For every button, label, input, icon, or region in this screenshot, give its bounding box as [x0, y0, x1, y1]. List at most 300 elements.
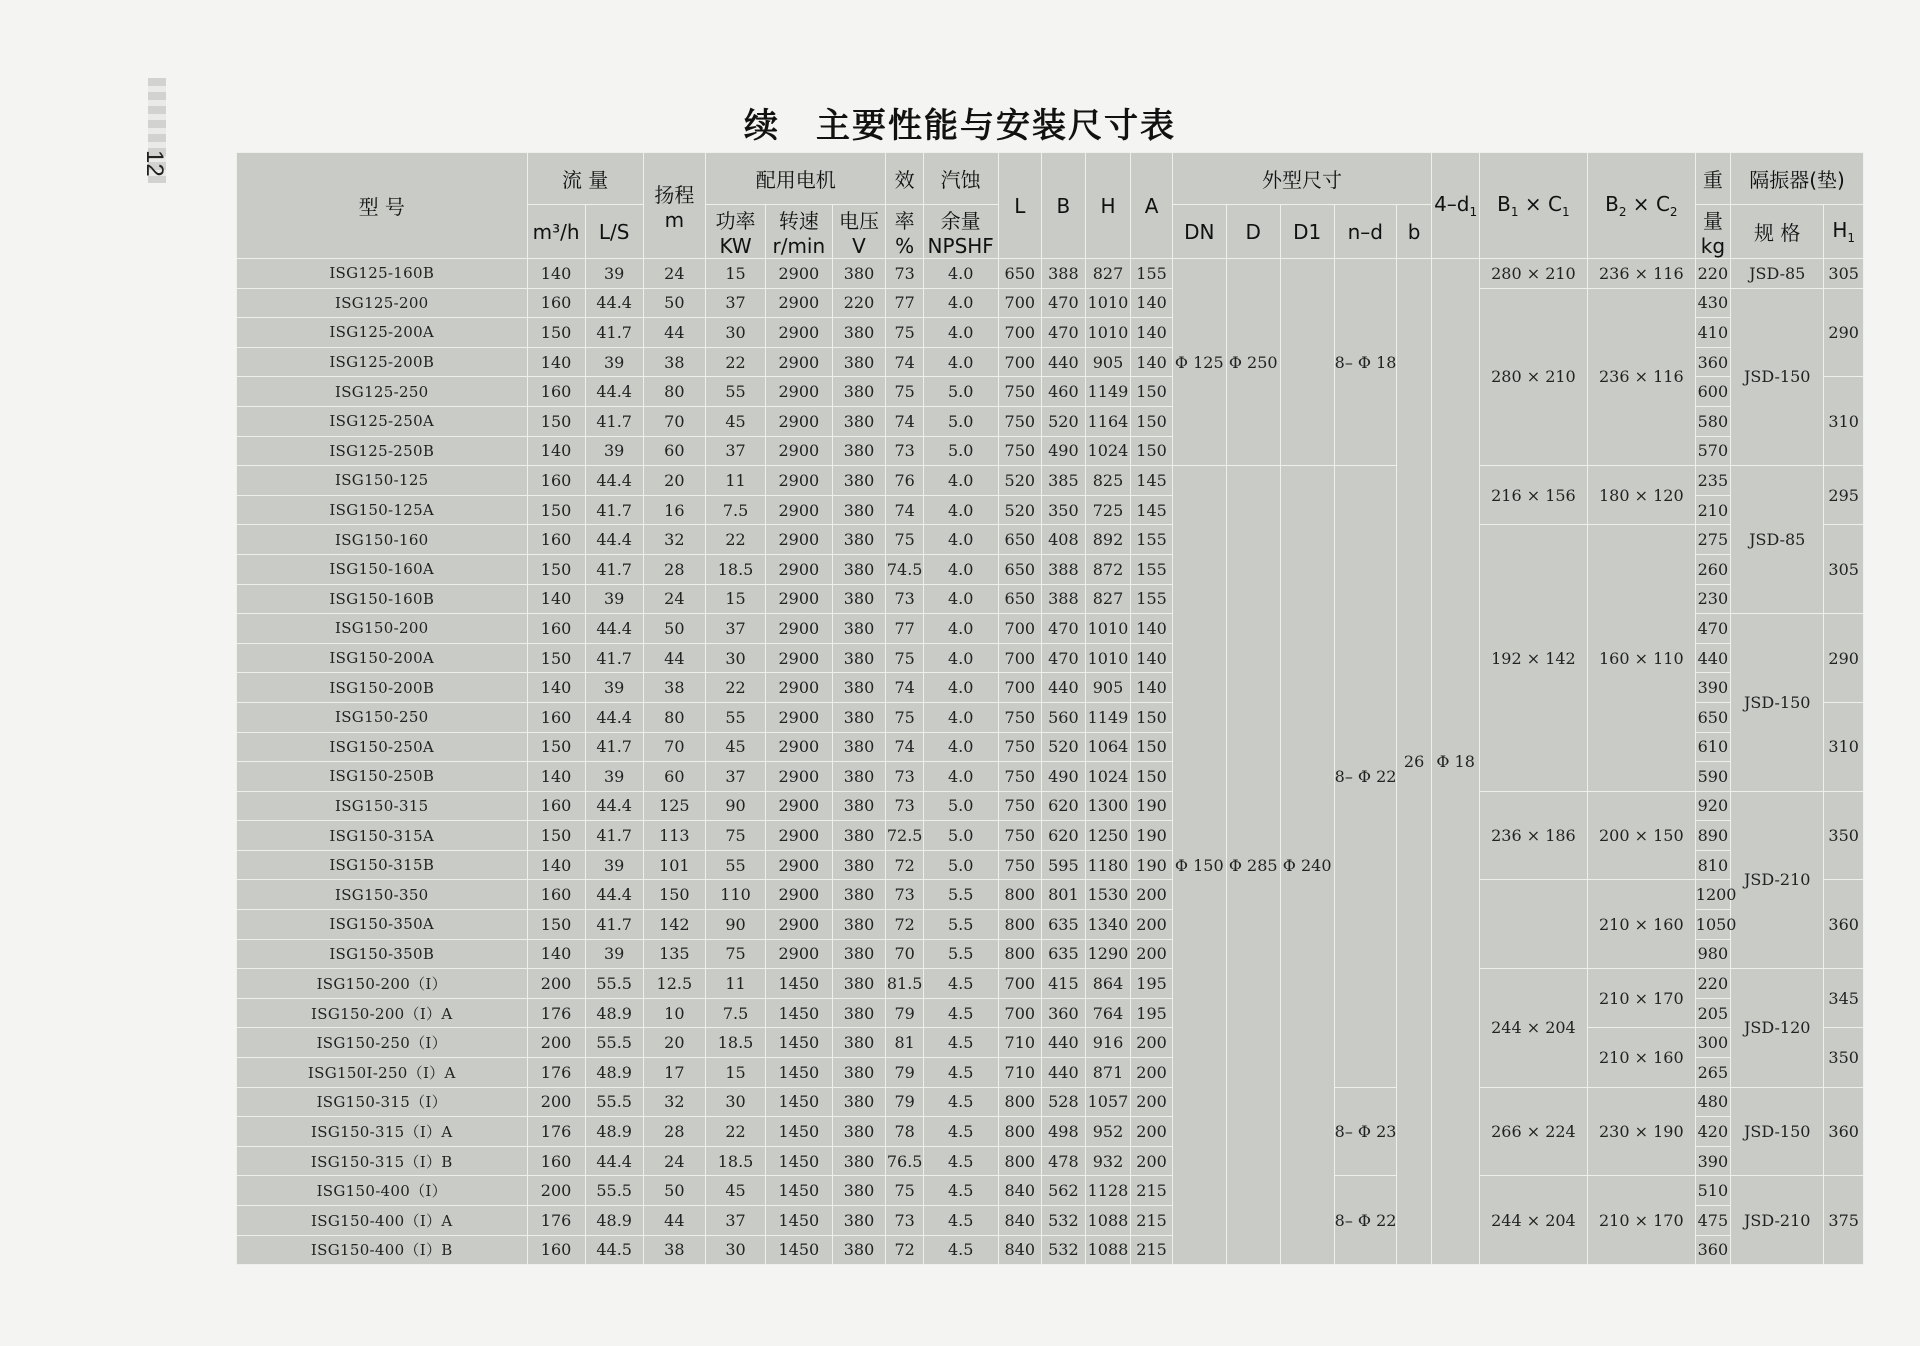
cell-ls: 41.7	[585, 732, 643, 762]
cell-L: 520	[998, 495, 1042, 525]
cell-v: 380	[832, 436, 886, 466]
cell-H: 1180	[1085, 850, 1131, 880]
cell-ls: 44.4	[585, 377, 643, 407]
col-isolator: 隔振器(垫)	[1731, 153, 1864, 205]
cell-H: 1300	[1085, 791, 1131, 821]
cell-rpm: 2900	[766, 702, 832, 732]
cell-L: 700	[998, 643, 1042, 673]
cell-kw: 18.5	[705, 554, 765, 584]
cell-L: 710	[998, 1058, 1042, 1088]
cell-A: 200	[1131, 1117, 1173, 1147]
cell-m3h: 150	[527, 643, 585, 673]
cell-H: 1149	[1085, 702, 1131, 732]
cell-model: ISG150-400（I）	[237, 1176, 528, 1206]
cell-B: 490	[1042, 436, 1086, 466]
cell-model: ISG125-250	[237, 377, 528, 407]
cell-spec: JSD-120	[1731, 969, 1824, 1087]
col-A: A	[1131, 153, 1173, 259]
cell-kw: 37	[705, 614, 765, 644]
cell-rpm: 1450	[766, 998, 832, 1028]
cell-eff: 72.5	[886, 821, 923, 851]
cell-kw: 11	[705, 466, 765, 496]
cell-npsh: 5.0	[923, 850, 998, 880]
cell-H: 864	[1085, 969, 1131, 999]
cell-L: 650	[998, 584, 1042, 614]
cell-A: 200	[1131, 1028, 1173, 1058]
cell-eff: 74	[886, 673, 923, 703]
cell-v: 380	[832, 1176, 886, 1206]
cell-H: 1164	[1085, 406, 1131, 436]
cell-DN: Φ 125	[1172, 259, 1226, 466]
cell-A: 200	[1131, 1146, 1173, 1176]
cell-eff: 74	[886, 347, 923, 377]
cell-v: 380	[832, 762, 886, 792]
cell-ls: 55.5	[585, 1028, 643, 1058]
cell-spec: JSD-210	[1731, 1176, 1824, 1265]
cell-rpm: 2900	[766, 821, 832, 851]
cell-head: 24	[643, 259, 705, 289]
table-row	[237, 1028, 1864, 1058]
cell-spec: JSD-85	[1731, 466, 1824, 614]
cell-rpm: 1450	[766, 1087, 832, 1117]
cell-kw: 55	[705, 377, 765, 407]
cell-L: 700	[998, 347, 1042, 377]
cell-nd: 8– Φ 23	[1334, 1087, 1396, 1176]
cell-A: 150	[1131, 436, 1173, 466]
cell-kw: 45	[705, 732, 765, 762]
col-outer: 外型尺寸	[1172, 153, 1431, 205]
cell-B: 620	[1042, 821, 1086, 851]
cell-m3h: 140	[527, 850, 585, 880]
cell-model: ISG150-350	[237, 880, 528, 910]
cell-kg: 420	[1695, 1117, 1730, 1147]
cell-ls: 48.9	[585, 998, 643, 1028]
cell-npsh: 4.5	[923, 1206, 998, 1236]
cell-h1: 310	[1824, 377, 1864, 466]
cell-kg: 260	[1695, 554, 1730, 584]
cell-A: 200	[1131, 880, 1173, 910]
cell-v: 380	[832, 259, 886, 289]
performance-table	[236, 152, 1864, 1265]
cell-A: 200	[1131, 1087, 1173, 1117]
cell-eff: 79	[886, 998, 923, 1028]
cell-m3h: 140	[527, 762, 585, 792]
cell-ls: 44.4	[585, 880, 643, 910]
cell-nd: 8– Φ 22	[1334, 1176, 1396, 1265]
cell-m3h: 200	[527, 1087, 585, 1117]
cell-L: 800	[998, 880, 1042, 910]
cell-eff: 74	[886, 406, 923, 436]
cell-m3h: 176	[527, 1206, 585, 1236]
cell-b1c1: 280 × 210	[1479, 259, 1587, 289]
cell-H: 872	[1085, 554, 1131, 584]
cell-kg: 570	[1695, 436, 1730, 466]
cell-A: 200	[1131, 1058, 1173, 1088]
cell-ls: 39	[585, 850, 643, 880]
col-D: D	[1226, 205, 1280, 259]
cell-head: 20	[643, 466, 705, 496]
cell-kg: 610	[1695, 732, 1730, 762]
cell-v: 380	[832, 466, 886, 496]
cell-nd: 8– Φ 22	[1334, 466, 1396, 1087]
cell-A: 150	[1131, 762, 1173, 792]
cell-b2c2: 230 × 190	[1587, 1087, 1695, 1176]
cell-L: 700	[998, 288, 1042, 318]
table-row	[237, 288, 1864, 318]
col-eff	[886, 205, 923, 259]
cell-H: 952	[1085, 1117, 1131, 1147]
cell-ls: 41.7	[585, 910, 643, 940]
cell-m3h: 176	[527, 1058, 585, 1088]
cell-rpm: 2900	[766, 466, 832, 496]
cell-kw: 37	[705, 436, 765, 466]
cell-H: 827	[1085, 259, 1131, 289]
cell-H: 1010	[1085, 643, 1131, 673]
cell-head: 38	[643, 673, 705, 703]
d1-label: 4–d	[1434, 192, 1470, 216]
cell-npsh: 4.0	[923, 525, 998, 555]
cell-L: 710	[998, 1028, 1042, 1058]
cell-H: 905	[1085, 347, 1131, 377]
cell-model: ISG150-315（I）	[237, 1087, 528, 1117]
cell-A: 150	[1131, 406, 1173, 436]
cell-head: 17	[643, 1058, 705, 1088]
cell-L: 700	[998, 998, 1042, 1028]
cell-H: 1024	[1085, 762, 1131, 792]
cell-H: 1149	[1085, 377, 1131, 407]
cell-B: 470	[1042, 318, 1086, 348]
cell-L: 800	[998, 910, 1042, 940]
npsh-unit: NPSHF	[927, 234, 994, 258]
cell-m3h: 140	[527, 347, 585, 377]
cell-D: Φ 250	[1226, 259, 1280, 466]
cell-model: ISG125-200	[237, 288, 528, 318]
cell-rpm: 2900	[766, 880, 832, 910]
cell-H: 1340	[1085, 910, 1131, 940]
col-D1: D1	[1280, 205, 1334, 259]
col-L: L	[998, 153, 1042, 259]
cell-eff: 72	[886, 850, 923, 880]
cell-model: ISG150-160	[237, 525, 528, 555]
cell-rpm: 1450	[766, 1028, 832, 1058]
cell-v: 380	[832, 347, 886, 377]
cell-ls: 41.7	[585, 643, 643, 673]
cell-m3h: 160	[527, 791, 585, 821]
cell-kg: 390	[1695, 1146, 1730, 1176]
cell-h1: 295	[1824, 466, 1864, 525]
cell-L: 750	[998, 732, 1042, 762]
cell-npsh: 4.0	[923, 259, 998, 289]
cell-B: 620	[1042, 791, 1086, 821]
cell-h1: 345	[1824, 969, 1864, 1028]
cell-spec: JSD-85	[1731, 259, 1824, 289]
cell-spec: JSD-150	[1731, 288, 1824, 466]
cell-npsh: 5.5	[923, 880, 998, 910]
cell-model: ISG125-200B	[237, 347, 528, 377]
cell-kw: 45	[705, 406, 765, 436]
head-unit: m	[664, 208, 685, 232]
cell-npsh: 5.0	[923, 436, 998, 466]
npsh-label: 余量	[940, 209, 981, 233]
cell-rpm: 1450	[766, 1176, 832, 1206]
cell-b2c2: 210 × 170	[1587, 969, 1695, 1028]
cell-b2c2: 180 × 120	[1587, 466, 1695, 525]
cell-head: 80	[643, 377, 705, 407]
cell-eff: 74	[886, 495, 923, 525]
cell-A: 145	[1131, 495, 1173, 525]
col-h1: $H_1$	[1824, 205, 1864, 259]
cell-m3h: 140	[527, 259, 585, 289]
cell-head: 44	[643, 643, 705, 673]
cell-eff: 79	[886, 1087, 923, 1117]
cell-L: 750	[998, 406, 1042, 436]
cell-npsh: 5.0	[923, 791, 998, 821]
cell-npsh: 4.5	[923, 1117, 998, 1147]
cell-ls: 41.7	[585, 554, 643, 584]
cell-A: 150	[1131, 732, 1173, 762]
cell-rpm: 2900	[766, 939, 832, 969]
cell-rpm: 2900	[766, 259, 832, 289]
col-power	[705, 205, 765, 259]
cell-eff: 75	[886, 377, 923, 407]
cell-ls: 39	[585, 436, 643, 466]
cell-npsh: 4.5	[923, 1028, 998, 1058]
cell-npsh: 5.0	[923, 821, 998, 851]
cell-rpm: 2900	[766, 554, 832, 584]
cell-kg: 480	[1695, 1087, 1730, 1117]
cell-A: 190	[1131, 821, 1173, 851]
cell-eff: 74	[886, 732, 923, 762]
cell-L: 650	[998, 259, 1042, 289]
col-flow-m3h: m³/h	[527, 205, 585, 259]
cell-L: 750	[998, 791, 1042, 821]
cell-kw: 30	[705, 1235, 765, 1265]
cell-kg: 475	[1695, 1206, 1730, 1236]
cell-v: 380	[832, 702, 886, 732]
cell-npsh: 4.0	[923, 347, 998, 377]
cell-A: 195	[1131, 969, 1173, 999]
cell-A: 155	[1131, 584, 1173, 614]
b2-label: B	[1605, 192, 1619, 216]
cell-H: 871	[1085, 1058, 1131, 1088]
cell-v: 380	[832, 406, 886, 436]
cell-H: 1530	[1085, 880, 1131, 910]
cell-kg: 360	[1695, 1235, 1730, 1265]
cell-model: ISG125-200A	[237, 318, 528, 348]
cell-head: 70	[643, 406, 705, 436]
cell-b1c1: 192 × 142	[1479, 525, 1587, 791]
cell-kw: 55	[705, 850, 765, 880]
cell-head: 70	[643, 732, 705, 762]
cell-ls: 41.7	[585, 406, 643, 436]
cell-head: 60	[643, 436, 705, 466]
cell-h1: 375	[1824, 1176, 1864, 1265]
cell-kg: 590	[1695, 762, 1730, 792]
cell-rpm: 2900	[766, 673, 832, 703]
cell-model: ISG150-350B	[237, 939, 528, 969]
cell-npsh: 4.0	[923, 673, 998, 703]
cell-npsh: 4.0	[923, 702, 998, 732]
cell-ls: 48.9	[585, 1117, 643, 1147]
cell-rpm: 2900	[766, 732, 832, 762]
cell-ls: 41.7	[585, 495, 643, 525]
col-4d1: $4-d_1$	[1432, 153, 1480, 259]
cell-kg: 650	[1695, 702, 1730, 732]
cell-rpm: 2900	[766, 406, 832, 436]
cell-head: 38	[643, 1235, 705, 1265]
cell-ls: 39	[585, 584, 643, 614]
cell-L: 700	[998, 673, 1042, 703]
cell-B: 460	[1042, 377, 1086, 407]
eff-label: 率	[894, 209, 915, 233]
cell-B: 350	[1042, 495, 1086, 525]
power-label: 功率	[715, 209, 756, 233]
cell-rpm: 2900	[766, 377, 832, 407]
cell-npsh: 4.0	[923, 554, 998, 584]
cell-eff: 76.5	[886, 1146, 923, 1176]
cell-m3h: 150	[527, 821, 585, 851]
cell-npsh: 4.5	[923, 1176, 998, 1206]
cell-head: 142	[643, 910, 705, 940]
c2-label: C	[1655, 192, 1670, 216]
cell-npsh: 4.0	[923, 466, 998, 496]
cell-kw: 22	[705, 525, 765, 555]
cell-kg: 810	[1695, 850, 1730, 880]
cell-eff: 75	[886, 702, 923, 732]
cell-kg: 265	[1695, 1058, 1730, 1088]
cell-H: 764	[1085, 998, 1131, 1028]
cell-rpm: 2900	[766, 762, 832, 792]
cell-head: 44	[643, 1206, 705, 1236]
h1-label: H	[1832, 218, 1848, 242]
cell-head: 125	[643, 791, 705, 821]
col-voltage	[832, 205, 886, 259]
cell-b1c1: 280 × 210	[1479, 288, 1587, 466]
cell-ls: 44.5	[585, 1235, 643, 1265]
cell-L: 750	[998, 821, 1042, 851]
cell-kg: 410	[1695, 318, 1730, 348]
cell-ls: 44.4	[585, 466, 643, 496]
cell-rpm: 2900	[766, 910, 832, 940]
cell-v: 380	[832, 1235, 886, 1265]
cell-nd: 8– Φ 18	[1334, 259, 1396, 466]
cell-B: 440	[1042, 1028, 1086, 1058]
cell-m3h: 140	[527, 939, 585, 969]
cell-A: 215	[1131, 1176, 1173, 1206]
cell-npsh: 4.5	[923, 1058, 998, 1088]
cell-m3h: 160	[527, 702, 585, 732]
cell-H: 1250	[1085, 821, 1131, 851]
cell-m3h: 150	[527, 554, 585, 584]
col-DN: DN	[1172, 205, 1226, 259]
cell-model: ISG150-125	[237, 466, 528, 496]
cell-L: 750	[998, 850, 1042, 880]
cell-model: ISG150-250	[237, 702, 528, 732]
cell-rpm: 1450	[766, 1206, 832, 1236]
cell-npsh: 4.5	[923, 998, 998, 1028]
cell-kg: 430	[1695, 288, 1730, 318]
cell-B: 440	[1042, 673, 1086, 703]
cell-B: 532	[1042, 1235, 1086, 1265]
cell-model: ISG150-200A	[237, 643, 528, 673]
cell-eff: 76	[886, 466, 923, 496]
cell-m3h: 176	[527, 1117, 585, 1147]
cell-rpm: 2900	[766, 614, 832, 644]
cell-head: 10	[643, 998, 705, 1028]
cell-H: 1010	[1085, 614, 1131, 644]
cell-A: 155	[1131, 525, 1173, 555]
cell-ls: 39	[585, 259, 643, 289]
cell-v: 380	[832, 850, 886, 880]
cell-kw: 37	[705, 288, 765, 318]
cell-model: ISG150-315	[237, 791, 528, 821]
cell-eff: 81	[886, 1028, 923, 1058]
cell-kg: 220	[1695, 969, 1730, 999]
cell-A: 140	[1131, 614, 1173, 644]
cell-eff: 77	[886, 288, 923, 318]
cell-b2c2: 236 × 116	[1587, 288, 1695, 466]
cell-head: 101	[643, 850, 705, 880]
cell-m3h: 160	[527, 377, 585, 407]
col-H: H	[1085, 153, 1131, 259]
cell-npsh: 4.5	[923, 1235, 998, 1265]
cell-model: ISG125-160B	[237, 259, 528, 289]
col-motor: 配用电机	[705, 153, 886, 205]
cell-b1c1: 236 × 186	[1479, 791, 1587, 880]
cell-v: 380	[832, 525, 886, 555]
cell-L: 650	[998, 525, 1042, 555]
table-row	[237, 466, 1864, 496]
cell-h1: 305	[1824, 259, 1864, 289]
cell-head: 16	[643, 495, 705, 525]
cell-H: 905	[1085, 673, 1131, 703]
cell-eff: 79	[886, 1058, 923, 1088]
cell-m3h: 140	[527, 673, 585, 703]
cell-A: 190	[1131, 791, 1173, 821]
cell-m3h: 140	[527, 584, 585, 614]
cell-v: 380	[832, 1028, 886, 1058]
cell-B: 520	[1042, 732, 1086, 762]
cell-kw: 90	[705, 791, 765, 821]
cell-ls: 41.7	[585, 821, 643, 851]
cell-head: 44	[643, 318, 705, 348]
cell-kw: 30	[705, 643, 765, 673]
cell-DN: Φ 150	[1172, 466, 1226, 1265]
cell-ls: 44.4	[585, 288, 643, 318]
cell-B: 360	[1042, 998, 1086, 1028]
b1-label: B	[1497, 192, 1511, 216]
col-flow-ls: L/S	[585, 205, 643, 259]
eff-unit: %	[895, 234, 915, 258]
cell-v: 380	[832, 643, 886, 673]
cell-B: 562	[1042, 1176, 1086, 1206]
cell-B: 385	[1042, 466, 1086, 496]
cell-kg: 600	[1695, 377, 1730, 407]
cell-v: 380	[832, 495, 886, 525]
cell-A: 215	[1131, 1235, 1173, 1265]
cell-v: 380	[832, 939, 886, 969]
power-unit: KW	[719, 234, 752, 258]
cell-kw: 37	[705, 762, 765, 792]
col-head	[643, 153, 705, 259]
cell-kw: 22	[705, 1117, 765, 1147]
cell-h1: 360	[1824, 1087, 1864, 1176]
cell-m3h: 160	[527, 1146, 585, 1176]
cell-b1c1: 244 × 204	[1479, 969, 1587, 1087]
cell-v: 380	[832, 1206, 886, 1236]
cell-kg: 300	[1695, 1028, 1730, 1058]
table-row	[237, 791, 1864, 821]
